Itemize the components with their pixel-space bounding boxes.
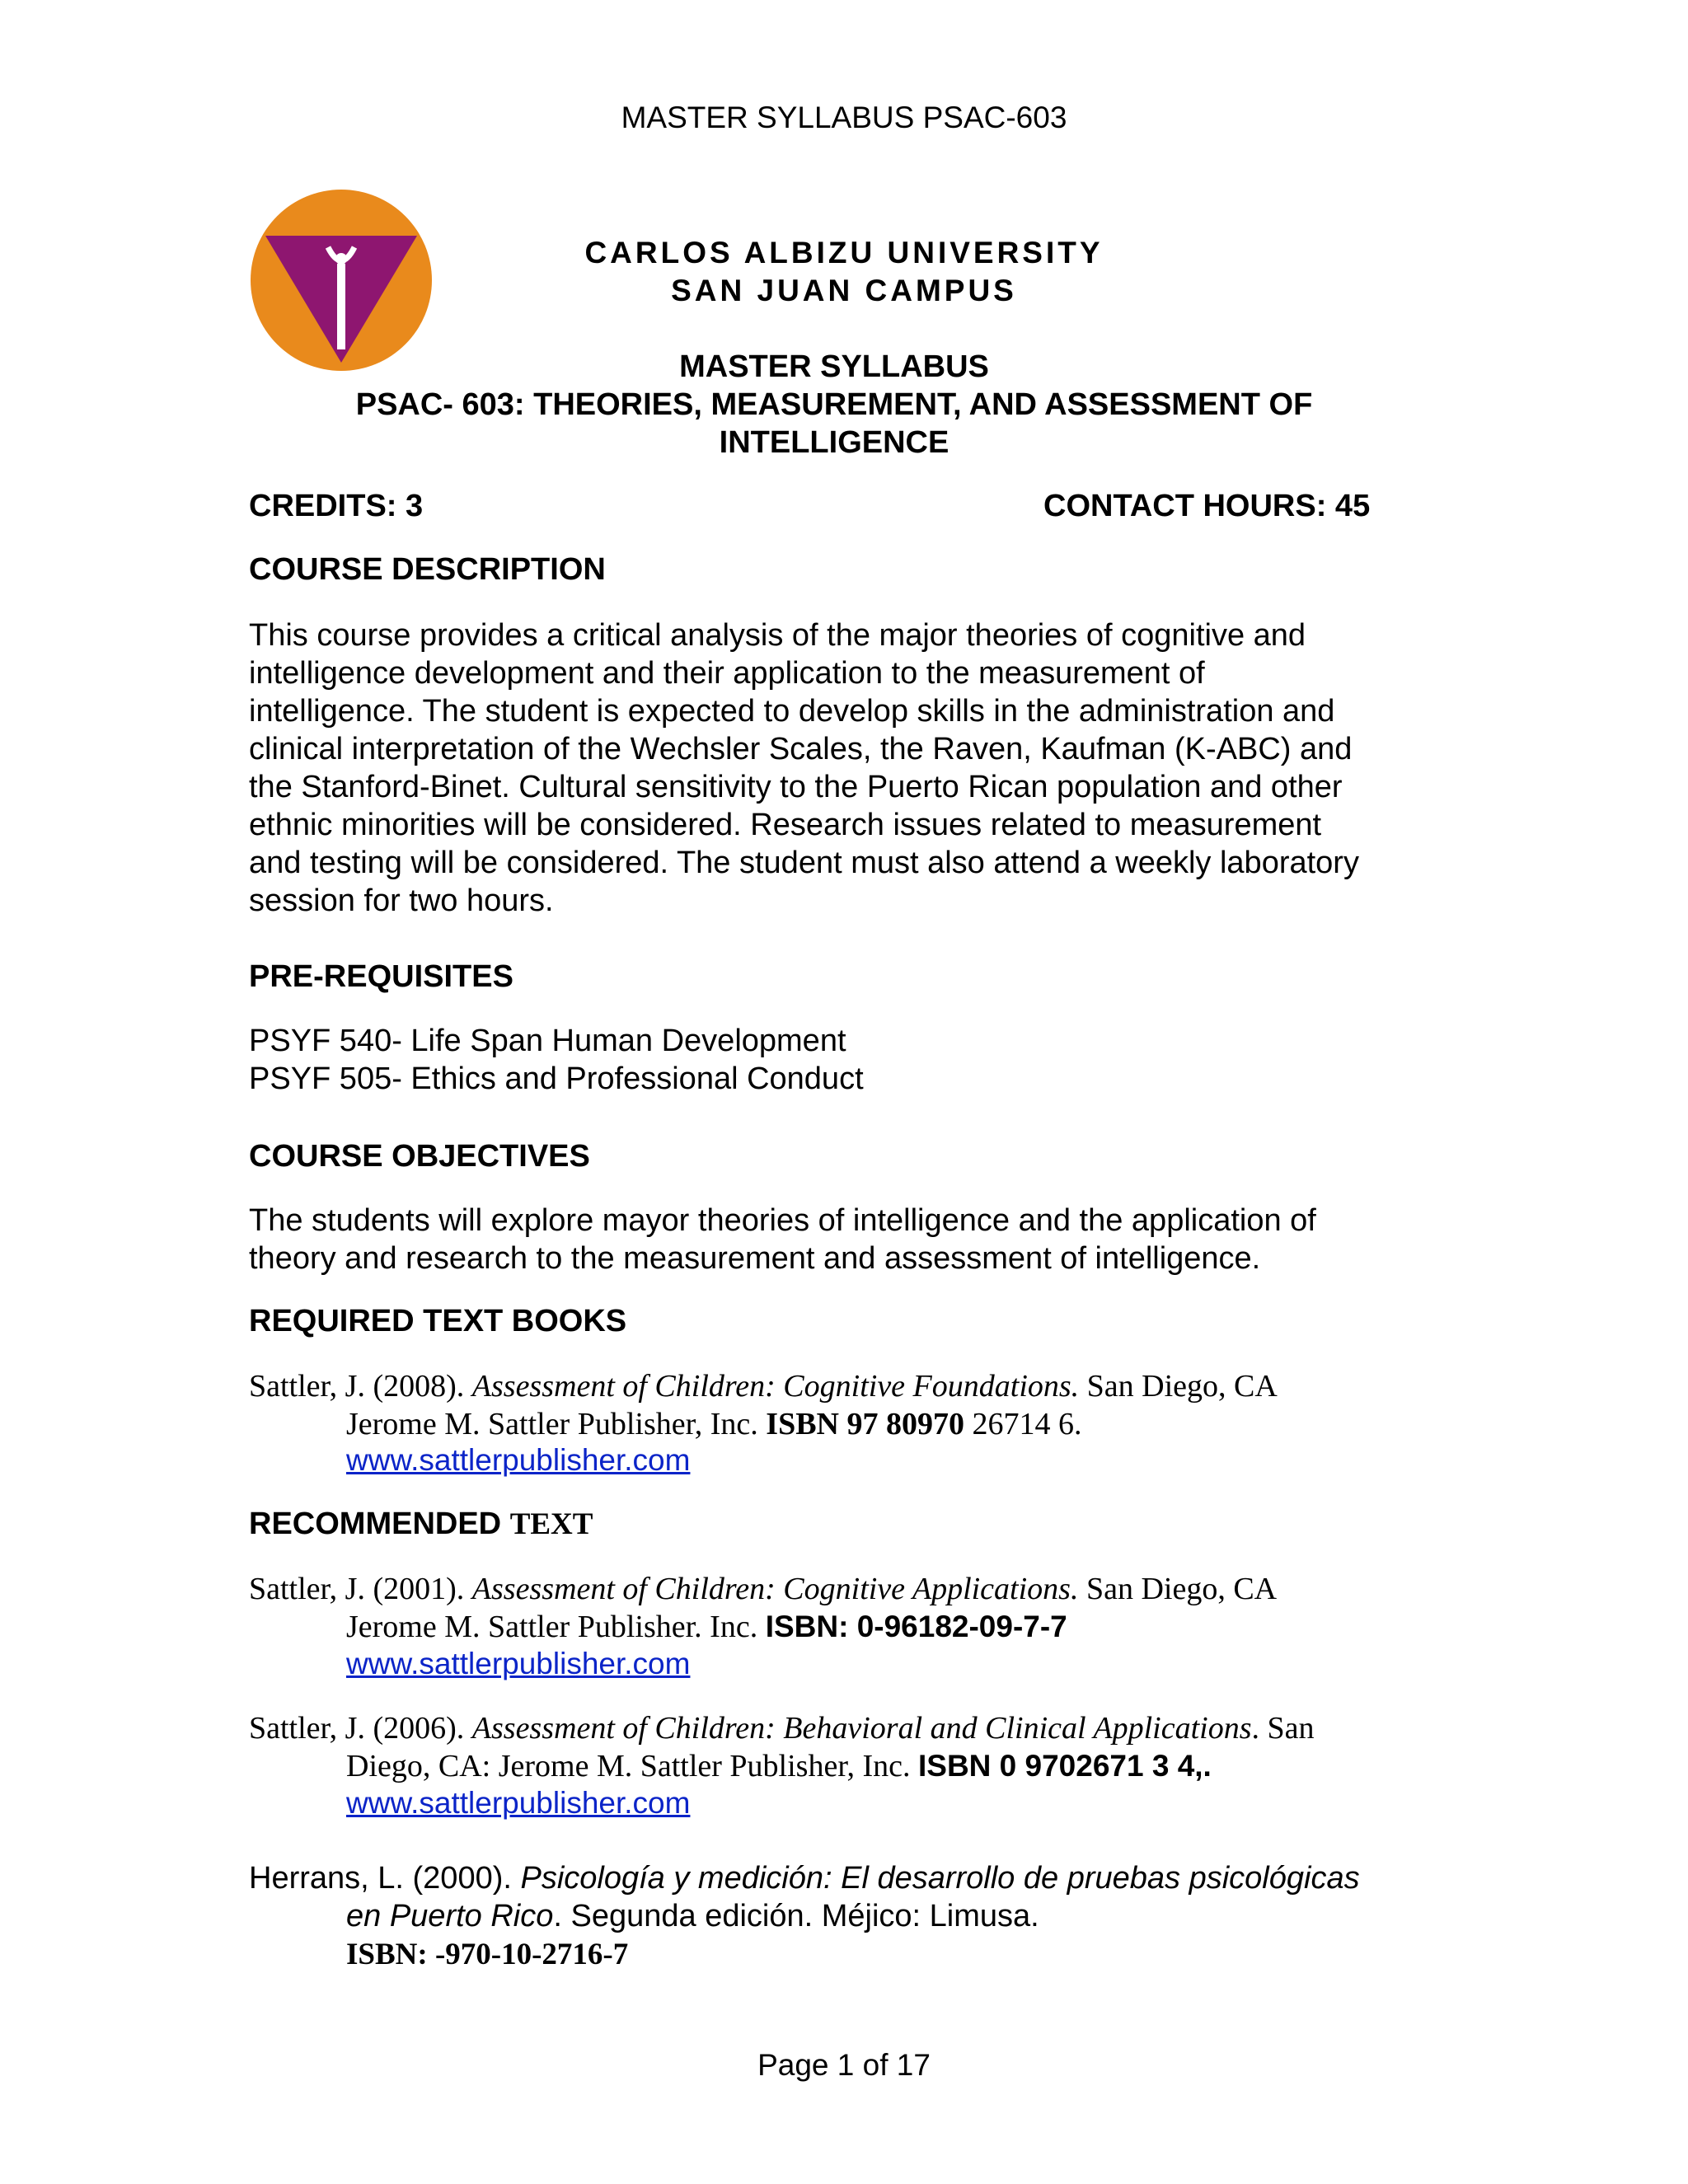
ref-author: Sattler, J. (2001). bbox=[249, 1572, 472, 1606]
ref-title: Assessment of Children: Cognitive Foundations. bbox=[471, 1369, 1080, 1404]
ref-author: Sattler, J. (2008). bbox=[249, 1369, 472, 1404]
recommended-ref3-line1 bbox=[249, 1861, 1360, 1896]
description-line: ethnic minorities will be considered. Research issues related to measurement bbox=[249, 808, 1322, 842]
campus-name: SAN JUAN CAMPUS bbox=[671, 274, 1017, 307]
required-ref1-line1 bbox=[249, 1368, 1278, 1404]
description-line: intelligence. The student is expected to develop skills in the administration and bbox=[249, 694, 1335, 729]
course-title-line1: PSAC- 603: THEORIES, MEASUREMENT, AND ASSESSMENT OF bbox=[355, 387, 1313, 422]
ref-publisher: Diego, CA: Jerome M. Sattler Publisher, Inc. bbox=[346, 1749, 918, 1783]
course-description-heading: COURSE DESCRIPTION bbox=[249, 552, 606, 587]
recommended-ref1-link[interactable]: www.sattlerpublisher.com bbox=[346, 1647, 691, 1680]
ref-place: San Diego, CA bbox=[1078, 1572, 1278, 1606]
university-logo bbox=[249, 188, 434, 373]
prerequisite-item: PSYF 540- Life Span Human Development bbox=[249, 1024, 846, 1058]
ref-publisher: Jerome M. Sattler Publisher. Inc. bbox=[346, 1610, 766, 1644]
description-line: clinical interpretation of the Wechsler Scales, the Raven, Kaufman (K-ABC) and bbox=[249, 732, 1353, 766]
ref-place: . San bbox=[1251, 1711, 1315, 1746]
course-title-line2: INTELLIGENCE bbox=[719, 425, 950, 460]
ref-title: Psicología y medición: El desarrollo de pruebas psicológicas bbox=[520, 1861, 1360, 1896]
recommended-heading-sans: RECOMMENDED bbox=[249, 1507, 510, 1541]
recommended-ref3-line2 bbox=[346, 1899, 1039, 1934]
recommended-ref1-line1 bbox=[249, 1571, 1277, 1607]
ref-author: Sattler, J. (2006). bbox=[249, 1711, 472, 1746]
description-line: session for two hours. bbox=[249, 883, 554, 918]
page-number: Page 1 of 17 bbox=[757, 2048, 931, 2082]
objectives-line: The students will explore mayor theories of intelligence and the application of bbox=[249, 1203, 1316, 1238]
objectives-line: theory and research to the measurement and assessment of intelligence. bbox=[249, 1241, 1261, 1276]
recommended-ref2-line1 bbox=[249, 1710, 1315, 1746]
recommended-heading-serif: TEXT bbox=[509, 1507, 593, 1541]
description-line: the Stanford-Binet. Cultural sensitivity to the Puerto Rican population and other bbox=[249, 770, 1343, 804]
recommended-ref2-link[interactable]: www.sattlerpublisher.com bbox=[346, 1786, 691, 1820]
course-description-body bbox=[249, 616, 1359, 920]
credits: CREDITS: 3 bbox=[249, 489, 424, 523]
ref-author: Herrans, L. (2000). bbox=[249, 1861, 521, 1896]
recommended-ref2-line2 bbox=[346, 1748, 1212, 1784]
ref-publisher: . Segunda edición. Méjico: Limusa. bbox=[553, 1899, 1039, 1933]
objectives-heading: COURSE OBJECTIVES bbox=[249, 1139, 590, 1174]
ref-isbn-bold: ISBN 97 80970 bbox=[766, 1407, 964, 1441]
recommended-ref3-isbn: ISBN: -970-10-2716-7 bbox=[346, 1938, 629, 1971]
required-ref1-line2 bbox=[346, 1406, 1082, 1442]
contact-hours: CONTACT HOURS: 45 bbox=[1043, 489, 1371, 523]
syllabus-label: MASTER SYLLABUS bbox=[679, 349, 989, 384]
ref-publisher: Jerome M. Sattler Publisher, Inc. bbox=[346, 1407, 767, 1441]
prerequisite-item: PSYF 505- Ethics and Professional Conduct bbox=[249, 1062, 864, 1096]
recommended-ref1-line2 bbox=[346, 1609, 1067, 1645]
description-line: This course provides a critical analysis of the major theories of cognitive and bbox=[249, 618, 1306, 653]
objectives-body bbox=[249, 1202, 1316, 1277]
ref-isbn: ISBN: 0-96182-09-7-7 bbox=[765, 1610, 1067, 1643]
description-line: intelligence development and their application to the measurement of bbox=[249, 656, 1205, 691]
ref-place: San Diego, CA bbox=[1079, 1369, 1278, 1404]
ref-title: Assessment of Children: Behavioral and Clinical Applications bbox=[471, 1711, 1252, 1746]
recommended-heading bbox=[249, 1507, 593, 1542]
ref-isbn: ISBN 0 9702671 3 4,. bbox=[917, 1749, 1212, 1783]
required-ref1-link[interactable]: www.sattlerpublisher.com bbox=[346, 1443, 691, 1477]
running-header: MASTER SYLLABUS PSAC-603 bbox=[621, 101, 1067, 134]
university-name: CARLOS ALBIZU UNIVERSITY bbox=[584, 236, 1104, 269]
prerequisites-list bbox=[249, 1022, 864, 1098]
ref-isbn-rest: 26714 6. bbox=[964, 1407, 1082, 1441]
required-texts-heading: REQUIRED TEXT BOOKS bbox=[249, 1304, 627, 1338]
ref-title-cont: en Puerto Rico bbox=[346, 1899, 554, 1933]
ref-title: Assessment of Children: Cognitive Applications. bbox=[471, 1572, 1079, 1606]
description-line: and testing will be considered. The student must also attend a weekly laboratory bbox=[249, 846, 1359, 880]
prerequisites-heading: PRE-REQUISITES bbox=[249, 959, 513, 994]
